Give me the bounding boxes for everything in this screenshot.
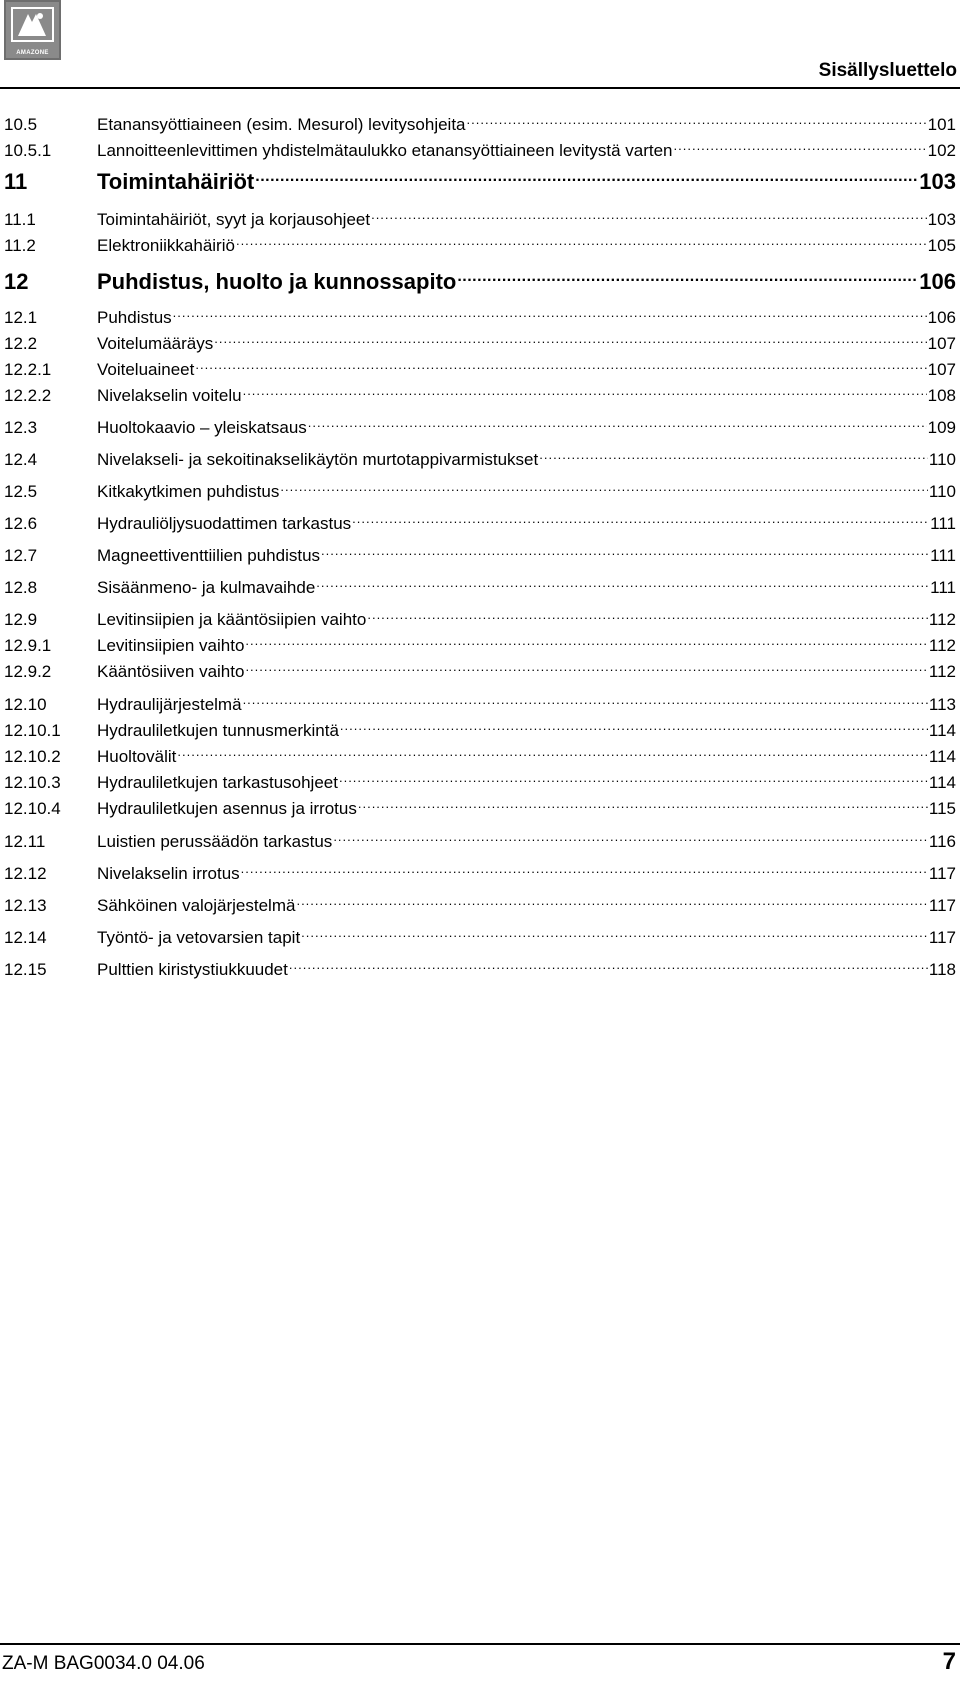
toc-entry[interactable] (4, 134, 956, 162)
toc-entry-title[interactable]: Toimintahäiriöt (97, 169, 255, 194)
toc-dot-leader (173, 301, 927, 323)
toc-entry[interactable] (4, 161, 956, 196)
toc-entry-number: 11.2 (4, 236, 36, 255)
toc-entry-number: 12.9.1 (4, 636, 52, 655)
toc-entry-title[interactable]: Nivelakseli- ja sekoitinakselikäytön murtotappivarmistukset (97, 450, 539, 469)
toc-dot-leader (339, 766, 928, 788)
toc-dot-leader (352, 507, 929, 529)
toc-entry[interactable] (4, 655, 956, 683)
toc-dot-leader (236, 229, 927, 251)
page-number: 7 (942, 1648, 956, 1675)
toc-entry-number: 10.5 (4, 115, 38, 134)
toc-entry-title[interactable]: Hydrauliletkujen tunnusmerkintä (97, 721, 339, 740)
toc-dot-leader (255, 161, 918, 189)
toc-entry-page[interactable]: 112 (928, 610, 956, 629)
toc-entry-title[interactable]: Voitelumääräys (97, 334, 214, 353)
toc-entry-page[interactable]: 110 (928, 450, 956, 469)
toc-entry[interactable] (4, 825, 956, 853)
document-id: ZA-M BAG0034.0 04.06 (2, 1653, 205, 1674)
toc-entry-page[interactable]: 112 (928, 636, 956, 655)
toc-entry-number: 12.10 (4, 695, 47, 714)
toc-dot-leader (674, 134, 927, 156)
toc-dot-leader (457, 261, 918, 289)
toc-entry-number: 12.3 (4, 418, 38, 437)
toc-entry-number: 10.5.1 (4, 141, 52, 160)
toc-dot-leader (243, 688, 928, 710)
toc-entry-title[interactable]: Nivelakselin voitelu (97, 386, 242, 405)
toc-entry-number: 12.2.2 (4, 386, 52, 405)
toc-entry-number: 12.2.1 (4, 360, 52, 379)
toc-entry-title[interactable]: Kääntösiiven vaihto (97, 662, 245, 681)
toc-entry[interactable] (4, 688, 956, 716)
toc-entry-page[interactable]: 116 (928, 832, 956, 851)
toc-entry-number: 11 (4, 169, 28, 194)
toc-dot-leader (321, 539, 929, 561)
toc-entry-title[interactable]: Nivelakselin irrotus (97, 864, 240, 883)
toc-entry[interactable] (4, 411, 956, 439)
toc-entry-page[interactable]: 111 (930, 578, 956, 597)
toc-entry[interactable] (4, 108, 956, 136)
toc-entry-title[interactable]: Kitkakytkimen puhdistus (97, 482, 280, 501)
toc-entry[interactable] (4, 766, 956, 794)
toc-entry-number: 12.14 (4, 928, 47, 947)
toc-entry[interactable] (4, 629, 956, 657)
toc-entry[interactable] (4, 921, 956, 949)
toc-entry[interactable] (4, 740, 956, 768)
toc-dot-leader (296, 889, 927, 911)
toc-entry-number: 12.15 (4, 960, 47, 979)
toc-dot-leader (289, 953, 928, 975)
toc-entry[interactable] (4, 953, 956, 981)
toc-dot-leader (308, 411, 927, 433)
toc-entry-title[interactable]: Pulttien kiristystiukkuudet (97, 960, 288, 979)
toc-entry[interactable] (4, 714, 956, 742)
toc-entry-number: 12.5 (4, 482, 38, 501)
toc-entry-number: 12.10.2 (4, 747, 61, 766)
toc-entry-page[interactable]: 117 (928, 896, 956, 915)
toc-dot-leader (371, 203, 927, 225)
toc-entry[interactable] (4, 603, 956, 631)
toc-entry[interactable] (4, 379, 956, 407)
toc-entry[interactable] (4, 353, 956, 381)
toc-entry-number: 12.6 (4, 514, 38, 533)
toc-entry-title[interactable]: Hydrauliöljysuodattimen tarkastus (97, 514, 352, 533)
logo-wordmark: AMAZONE (16, 50, 49, 56)
logo-emblem-icon (6, 2, 59, 48)
toc-entry-page[interactable]: 118 (928, 960, 956, 979)
toc-entry-title[interactable]: Hydraulijärjestelmä (97, 695, 242, 714)
toc-dot-leader (177, 740, 928, 762)
toc-dot-leader (280, 475, 928, 497)
toc-entry-page[interactable]: 117 (928, 864, 956, 883)
toc-entry-number: 12.2 (4, 334, 38, 353)
amazone-logo (4, 0, 61, 60)
toc-entry[interactable] (4, 792, 956, 820)
toc-entry-title[interactable]: Etanansyöttiaineen (esim. Mesurol) levitysohjeita (97, 115, 466, 134)
toc-entry-number: 12.9.2 (4, 662, 52, 681)
toc-entry-number: 12.7 (4, 546, 38, 565)
toc-dot-leader (245, 655, 927, 677)
toc-dot-leader (195, 353, 926, 375)
toc-entry-page[interactable]: 114 (928, 773, 956, 792)
toc-dot-leader (301, 921, 928, 943)
toc-entry-title[interactable]: Elektroniikkahäiriö (97, 236, 235, 255)
toc-entry-title[interactable]: Huoltokaavio – yleiskatsaus (97, 418, 307, 437)
toc-entry-page[interactable]: 106 (919, 269, 956, 294)
toc-entry-title[interactable]: Lannoitteenlevittimen yhdistelmätaulukko etanansyöttiaineen levitystä varten (97, 141, 673, 160)
toc-dot-leader (243, 379, 927, 401)
toc-entry-title[interactable]: Toimintahäiriöt, syyt ja korjausohjeet (97, 210, 371, 229)
toc-entry-title[interactable]: Luistien perussäädön tarkastus (97, 832, 333, 851)
toc-entry-title[interactable]: Levitinsiipien vaihto (97, 636, 245, 655)
toc-entry[interactable] (4, 475, 956, 503)
toc-entry[interactable] (4, 539, 956, 567)
toc-entry-number: 12 (4, 269, 29, 294)
toc-entry-number: 12.4 (4, 450, 38, 469)
toc-dot-leader (333, 825, 928, 847)
toc-dot-leader (340, 714, 928, 736)
toc-entry-page[interactable]: 101 (927, 115, 956, 134)
toc-entry-number: 11.1 (4, 210, 36, 229)
toc-entry-page[interactable]: 115 (928, 799, 956, 818)
toc-entry-title[interactable]: Levitinsiipien ja kääntösiipien vaihto (97, 610, 367, 629)
toc-entry-page[interactable]: 114 (928, 721, 956, 740)
toc-entry-page[interactable]: 113 (928, 695, 956, 714)
toc-entry-page[interactable]: 110 (928, 482, 956, 501)
toc-entry-title[interactable]: Hydrauliletkujen tarkastusohjeet (97, 773, 338, 792)
toc-entry-title[interactable]: Huoltovälit (97, 747, 177, 766)
toc-dot-leader (245, 629, 927, 651)
toc-entry-page[interactable]: 107 (927, 334, 956, 353)
toc-entry-number: 12.12 (4, 864, 47, 883)
toc-entry-page[interactable]: 111 (930, 546, 956, 565)
toc-entry[interactable] (4, 327, 956, 355)
toc-entry-page[interactable]: 112 (928, 662, 956, 681)
toc-dot-leader (539, 443, 928, 465)
toc-entry[interactable] (4, 857, 956, 885)
toc-entry[interactable] (4, 507, 956, 535)
section-title: Sisällysluettelo (818, 60, 957, 81)
toc-entry-page[interactable]: 117 (928, 928, 956, 947)
toc-entry-title[interactable]: Sisäänmeno- ja kulmavaihde (97, 578, 316, 597)
toc-entry[interactable] (4, 229, 956, 257)
toc-entry-number: 12.13 (4, 896, 47, 915)
toc-entry-title[interactable]: Työntö- ja vetovarsien tapit (97, 928, 301, 947)
toc-entry-number: 12.11 (4, 832, 46, 851)
toc-entry-page[interactable]: 102 (927, 141, 956, 160)
toc-entry-page[interactable]: 114 (928, 747, 956, 766)
toc-entry-page[interactable]: 103 (927, 210, 956, 229)
toc-entry-title[interactable]: Magneettiventtiilien puhdistus (97, 546, 321, 565)
toc-entry-page[interactable]: 106 (927, 308, 956, 327)
toc-entry-page[interactable]: 111 (930, 514, 956, 533)
toc-entry-title[interactable]: Hydrauliletkujen asennus ja irrotus (97, 799, 357, 818)
toc-entry[interactable] (4, 571, 956, 599)
toc-entry-page[interactable]: 103 (919, 169, 956, 194)
toc-entry-number: 12.10.1 (4, 721, 61, 740)
toc-entry[interactable] (4, 203, 956, 231)
toc-dot-leader (358, 792, 928, 814)
toc-entry-title[interactable]: Puhdistus (97, 308, 172, 327)
toc-dot-leader (367, 603, 928, 625)
toc-entry-number: 12.10.4 (4, 799, 61, 818)
toc-dot-leader (241, 857, 928, 879)
toc-entry[interactable] (4, 261, 956, 296)
toc-dot-leader (316, 571, 929, 593)
toc-entry-number: 12.9 (4, 610, 38, 629)
toc-entry-page[interactable]: 109 (927, 418, 956, 437)
toc-entry[interactable] (4, 301, 956, 329)
toc-entry[interactable] (4, 889, 956, 917)
toc-dot-leader (467, 108, 927, 130)
toc-entry-page[interactable]: 108 (927, 386, 956, 405)
toc-entry-page[interactable]: 107 (927, 360, 956, 379)
toc-entry-number: 12.10.3 (4, 773, 61, 792)
footer-divider (0, 1643, 960, 1645)
toc-entry-number: 12.8 (4, 578, 38, 597)
toc-entry-title[interactable]: Voiteluaineet (97, 360, 195, 379)
toc-entry-title[interactable]: Puhdistus, huolto ja kunnossapito (97, 269, 457, 294)
toc-entry[interactable] (4, 443, 956, 471)
toc-entry-page[interactable]: 105 (927, 236, 956, 255)
toc-dot-leader (214, 327, 926, 349)
toc-entry-title[interactable]: Sähköinen valojärjestelmä (97, 896, 296, 915)
toc-entry-number: 12.1 (4, 308, 38, 327)
header-divider (0, 87, 960, 89)
